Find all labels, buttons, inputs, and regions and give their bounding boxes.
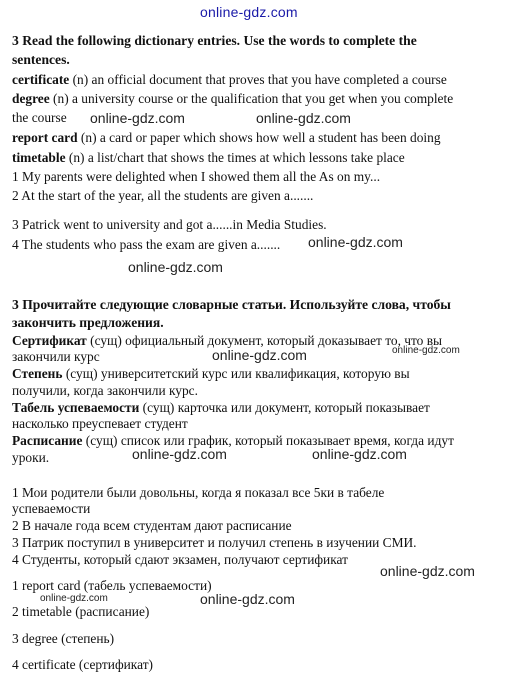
entry-term: report card bbox=[12, 130, 78, 145]
sentence-1-ru-cont: успеваемости bbox=[12, 501, 91, 516]
entry-degree bbox=[12, 91, 453, 107]
entry-report-card bbox=[12, 130, 441, 146]
entry-term: Расписание bbox=[12, 433, 83, 448]
answer-2: 2 timetable (расписание) bbox=[12, 604, 150, 619]
sentence-3-ru: 3 Патрик поступил в университет и получил степень в изучении СМИ. bbox=[12, 535, 417, 550]
exercise-heading-en-cont: sentences. bbox=[12, 52, 70, 67]
watermark: online-gdz.com bbox=[128, 259, 223, 275]
entry-definition: (сущ) список или график, который показывает время, когда идут bbox=[82, 433, 454, 448]
watermark: online-gdz.com bbox=[132, 446, 227, 462]
watermark: online-gdz.com bbox=[212, 347, 307, 363]
entry-tabel bbox=[12, 400, 430, 416]
watermark: online-gdz.com bbox=[256, 110, 351, 126]
answer-3: 3 degree (степень) bbox=[12, 631, 115, 646]
watermark: online-gdz.com bbox=[90, 110, 185, 126]
sentence-2-ru: 2 В начале года всем студентам дают расписание bbox=[12, 518, 292, 533]
entry-definition: (n) a university course or the qualification that you get when you complete bbox=[49, 91, 454, 106]
entry-stepen bbox=[12, 366, 410, 382]
entry-definition: (n) a list/chart that shows the times at which lessons take place bbox=[65, 150, 405, 165]
entry-sertifikat-cont: закончили курс bbox=[12, 349, 100, 364]
entry-raspisanie-cont: уроки. bbox=[12, 450, 50, 465]
watermark: online-gdz.com bbox=[392, 345, 460, 356]
entry-definition: (сущ) официальный документ, который доказывает то, что вы bbox=[86, 333, 443, 348]
entry-definition: (n) an official document that proves that you have completed a course bbox=[69, 72, 447, 87]
watermark: online-gdz.com bbox=[380, 563, 475, 579]
entry-definition: (сущ) университетский курс или квалификация, которую вы bbox=[62, 366, 410, 381]
exercise-heading-ru-cont: закончить предложения. bbox=[12, 315, 164, 330]
entry-timetable bbox=[12, 150, 405, 166]
entry-term: certificate bbox=[12, 72, 70, 87]
entry-certificate bbox=[12, 72, 447, 88]
sentence-1-ru: 1 Мои родители были довольны, когда я показал все 5ки в табеле bbox=[12, 485, 385, 500]
entry-term: Степень bbox=[12, 366, 63, 381]
entry-term: Сертификат bbox=[12, 333, 87, 348]
exercise-heading-ru: 3 Прочитайте следующие словарные статьи. Используйте слова, чтобы bbox=[12, 297, 451, 312]
entry-stepen-cont: получили, когда закончили курс. bbox=[12, 383, 198, 398]
entry-definition: (n) a card or paper which shows how well a student has been doing bbox=[77, 130, 441, 145]
watermark: online-gdz.com bbox=[308, 234, 403, 250]
sentence-2-en: 2 At the start of the year, all the students are given a....... bbox=[12, 188, 314, 203]
watermark: online-gdz.com bbox=[312, 446, 407, 462]
entry-term: timetable bbox=[12, 150, 66, 165]
sentence-1-en: 1 My parents were delighted when I showed them all the As on my... bbox=[12, 169, 381, 184]
sentence-3-en: 3 Patrick went to university and got a......in Media Studies. bbox=[12, 217, 327, 232]
watermark: online-gdz.com bbox=[200, 591, 295, 607]
entry-definition: (сущ) карточка или документ, который показывает bbox=[139, 400, 430, 415]
entry-tabel-cont: насколько преуспевает студент bbox=[12, 416, 188, 431]
answer-1: 1 report card (табель успеваемости) bbox=[12, 578, 212, 593]
watermark: online-gdz.com bbox=[40, 593, 108, 604]
watermark-top: online-gdz.com bbox=[200, 4, 298, 20]
sentence-4-en: 4 The students who pass the exam are given a....... bbox=[12, 237, 281, 252]
entry-term: degree bbox=[12, 91, 50, 106]
entry-term: Табель успеваемости bbox=[12, 400, 140, 415]
answer-4: 4 certificate (сертификат) bbox=[12, 657, 154, 672]
entry-degree-cont: the course bbox=[12, 110, 67, 125]
exercise-heading-en: 3 Read the following dictionary entries. Use the words to complete the bbox=[12, 33, 417, 48]
sentence-4-ru: 4 Студенты, который сдают экзамен, получают сертификат bbox=[12, 552, 348, 567]
